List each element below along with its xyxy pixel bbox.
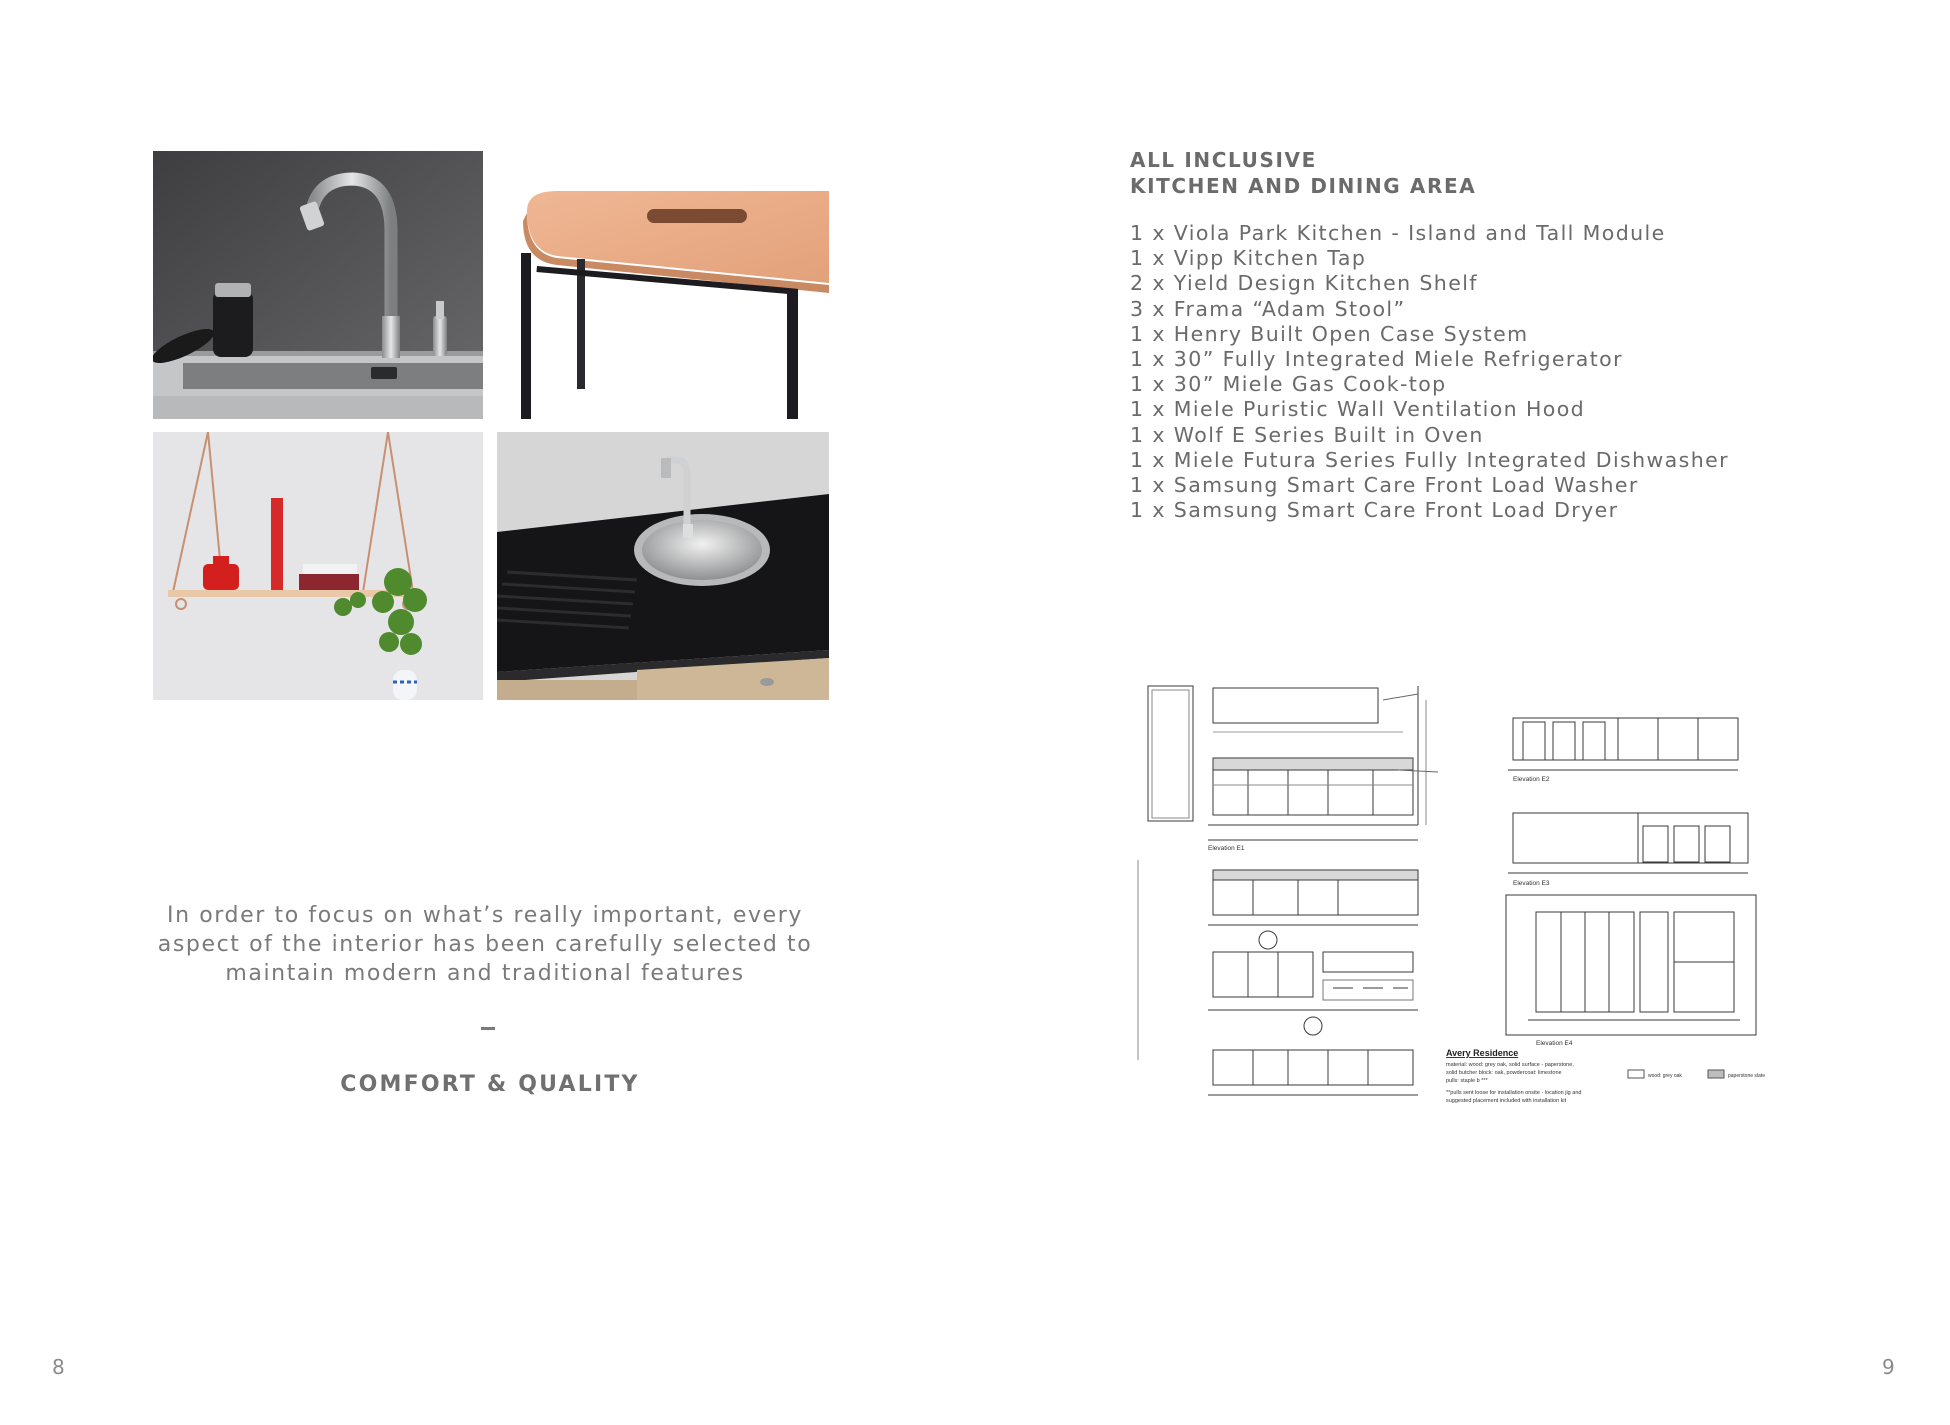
label-elevation-e4: Elevation E4 — [1536, 1040, 1573, 1047]
list-item: 1 x Viola Park Kitchen - Island and Tall Module — [1130, 221, 1666, 245]
legend-wood-label: wood: grey oak — [1648, 1073, 1682, 1079]
title-block-line5: suggested placement included with installation kit — [1446, 1098, 1567, 1104]
label-elevation-e1: Elevation E1 — [1208, 845, 1245, 852]
legend-stone-label: paperstone slate — [1728, 1073, 1765, 1079]
list-item: 1 x 30” Fully Integrated Miele Refrigerator — [1130, 347, 1623, 372]
list-item: 1 x Samsung Smart Care Front Load Dryer — [1130, 498, 1619, 523]
list-item: 1 x Vipp Kitchen Tap — [1130, 246, 1367, 271]
title-block-title: Avery Residence — [1446, 1048, 1519, 1058]
elevation-e1-drawing — [1148, 686, 1438, 840]
section-heading — [1130, 147, 1476, 199]
list-item: 2 x Yield Design Kitchen Shelf — [1130, 271, 1478, 296]
elevation-e2-drawing — [1508, 718, 1738, 770]
title-block-line3: pulls: staple b *** — [1446, 1078, 1488, 1084]
label-elevation-e2: Elevation E2 — [1513, 776, 1550, 783]
plan-views-drawing — [1138, 860, 1418, 1095]
title-block-line1: material: wood: grey oak, solid surface - paperstone, — [1446, 1062, 1574, 1068]
list-item: 3 x Frama “Adam Stool” — [1130, 296, 1406, 321]
title-block-line2: solid butcher block: oak, powdercoat: limestone — [1446, 1070, 1562, 1076]
page-number-right: 9 — [1882, 1355, 1896, 1379]
list-item: 1 x Wolf E Series Built in Oven — [1130, 422, 1484, 447]
elevation-e4-drawing — [1506, 895, 1756, 1035]
list-item: 1 x 30” Miele Gas Cook-top — [1130, 372, 1447, 397]
photo-stool — [497, 151, 829, 419]
photo-sink — [497, 432, 829, 700]
list-item: 1 x Miele Futura Series Fully Integrated Dishwasher — [1130, 447, 1729, 472]
heading-line-1: ALL INCLUSIVE — [1130, 148, 1317, 172]
inclusions-list — [1130, 221, 1729, 523]
page-number-left: 8 — [52, 1355, 66, 1379]
heading-line-2: KITCHEN AND DINING AREA — [1130, 174, 1477, 198]
subheading-comfort-quality: COMFORT & QUALITY — [340, 1072, 640, 1097]
list-item: 1 x Samsung Smart Care Front Load Washer — [1130, 473, 1639, 498]
kitchen-elevation-drawing — [1128, 680, 1800, 1120]
list-item: 1 x Henry Built Open Case System — [1130, 321, 1529, 346]
photo-kitchen-tap — [153, 151, 483, 419]
list-item: 1 x Miele Puristic Wall Ventilation Hood — [1130, 397, 1586, 422]
photo-hanging-shelf — [153, 432, 483, 700]
tagline: In order to focus on what’s really important, every aspect of the interior has been carefully selected to maintain modern and traditional features — [157, 903, 813, 986]
label-elevation-e3: Elevation E3 — [1513, 880, 1550, 887]
divider-dash — [481, 1027, 495, 1030]
elevation-e3-drawing — [1508, 813, 1748, 873]
title-block-line4: **pulls sent loose for installation onsite - location jig and — [1446, 1090, 1582, 1096]
